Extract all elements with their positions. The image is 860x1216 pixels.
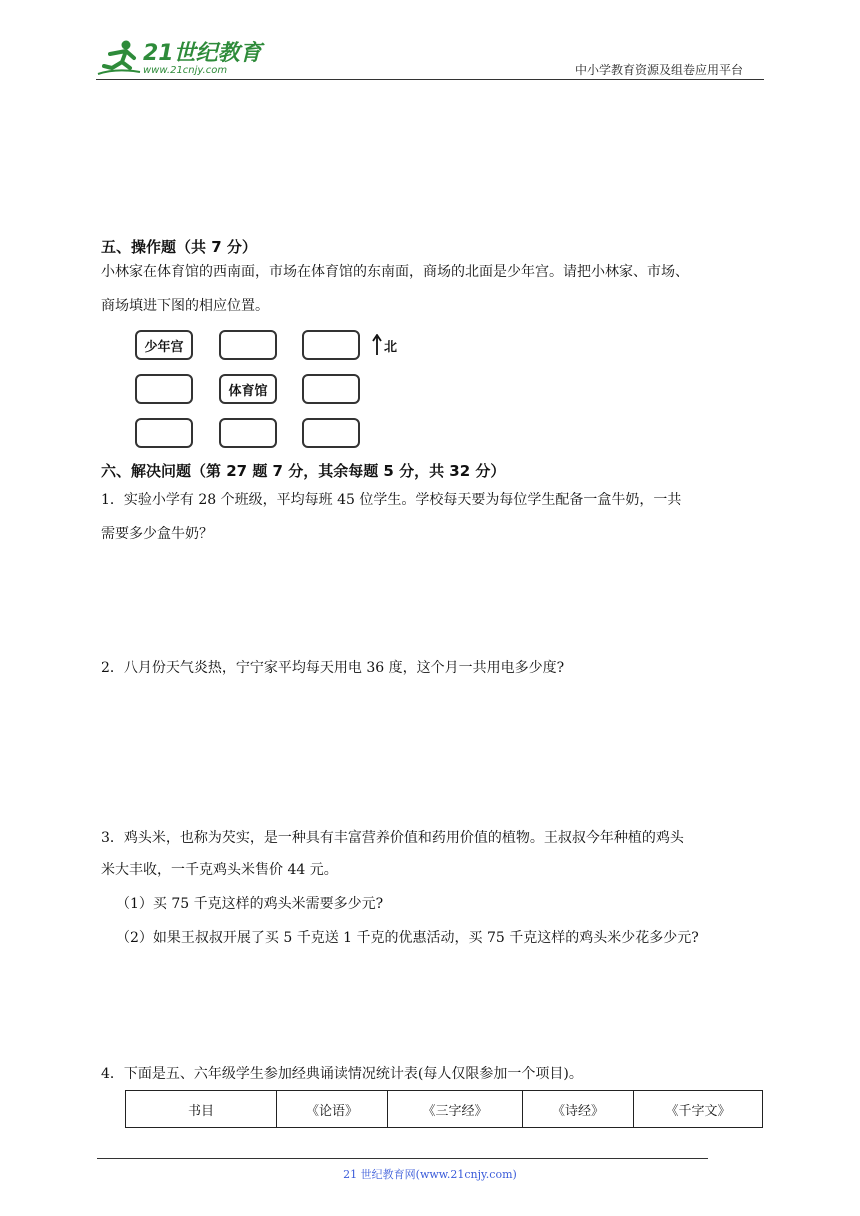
table-row (126, 1091, 763, 1128)
footer-divider (97, 1158, 708, 1159)
logo-url: www.21cnjy.com (143, 65, 228, 76)
reading-stats-table (125, 1090, 763, 1128)
north-label: 北 (384, 340, 398, 355)
site-logo (96, 36, 266, 82)
grid-cell-r2c2: 体育馆 (219, 374, 277, 404)
grid-cell-r3c1[interactable] (135, 418, 193, 448)
header-divider (96, 79, 764, 80)
runner-logo-icon (96, 38, 142, 78)
q3-sub1: （1）买 75 千克这样的鸡头米需要多少元? (116, 896, 384, 912)
table-header-cell: 书目 (126, 1091, 277, 1128)
grid-cell-r1c1: 少年宫 (135, 330, 193, 360)
q2-text: 2．八月份天气炎热，宁宁家平均每天用电 36 度，这个月一共用电多少度? (101, 660, 565, 676)
grid-cell-r1c3[interactable] (302, 330, 360, 360)
q3-line1: 3．鸡头米，也称为芡实，是一种具有丰富营养价值和药用价值的植物。王叔叔今年种植的鸡头 (101, 830, 684, 846)
logo-text: 21世纪教育 (143, 41, 262, 66)
section5-text-line1: 小林家在体育馆的西南面，市场在体育馆的东南面，商场的北面是少年宫。请把小林家、市场、 (101, 264, 689, 280)
section5-title: 五、操作题（共 7 分） (101, 238, 257, 256)
table-header-cell: 《诗经》 (523, 1091, 634, 1128)
q1-line2: 需要多少盒牛奶？ (101, 526, 213, 542)
q3-line2: 米大丰收，一千克鸡头米售价 44 元。 (101, 862, 338, 878)
table-header-cell: 《三字经》 (388, 1091, 523, 1128)
table-header-cell: 《千字文》 (634, 1091, 763, 1128)
grid-cell-r1c2[interactable] (219, 330, 277, 360)
grid-cell-r3c3[interactable] (302, 418, 360, 448)
q1-line1: 1．实验小学有 28 个班级，平均每班 45 位学生。学校每天要为每位学生配备一盒牛奶，一共 (101, 492, 682, 508)
section5-text-line2: 商场填进下图的相应位置。 (101, 298, 269, 314)
q3-sub2: （2）如果王叔叔开展了买 5 千克送 1 千克的优惠活动，买 75 千克这样的鸡头米少花多少元? (116, 930, 699, 946)
header-platform-text: 中小学教育资源及组卷应用平台 (575, 63, 744, 77)
footer-link[interactable]: 21 世纪教育网(www.21cnjy.com) (343, 1168, 517, 1181)
table-header-cell: 《论语》 (277, 1091, 388, 1128)
north-arrow-icon (372, 334, 382, 356)
grid-cell-r2c3[interactable] (302, 374, 360, 404)
section6-title: 六、解决问题（第 27 题 7 分，其余每题 5 分，共 32 分） (101, 462, 506, 480)
q4-text: 4．下面是五、六年级学生参加经典诵读情况统计表(每人仅限参加一个项目)。 (101, 1066, 583, 1082)
grid-cell-r3c2[interactable] (219, 418, 277, 448)
grid-cell-r2c1[interactable] (135, 374, 193, 404)
